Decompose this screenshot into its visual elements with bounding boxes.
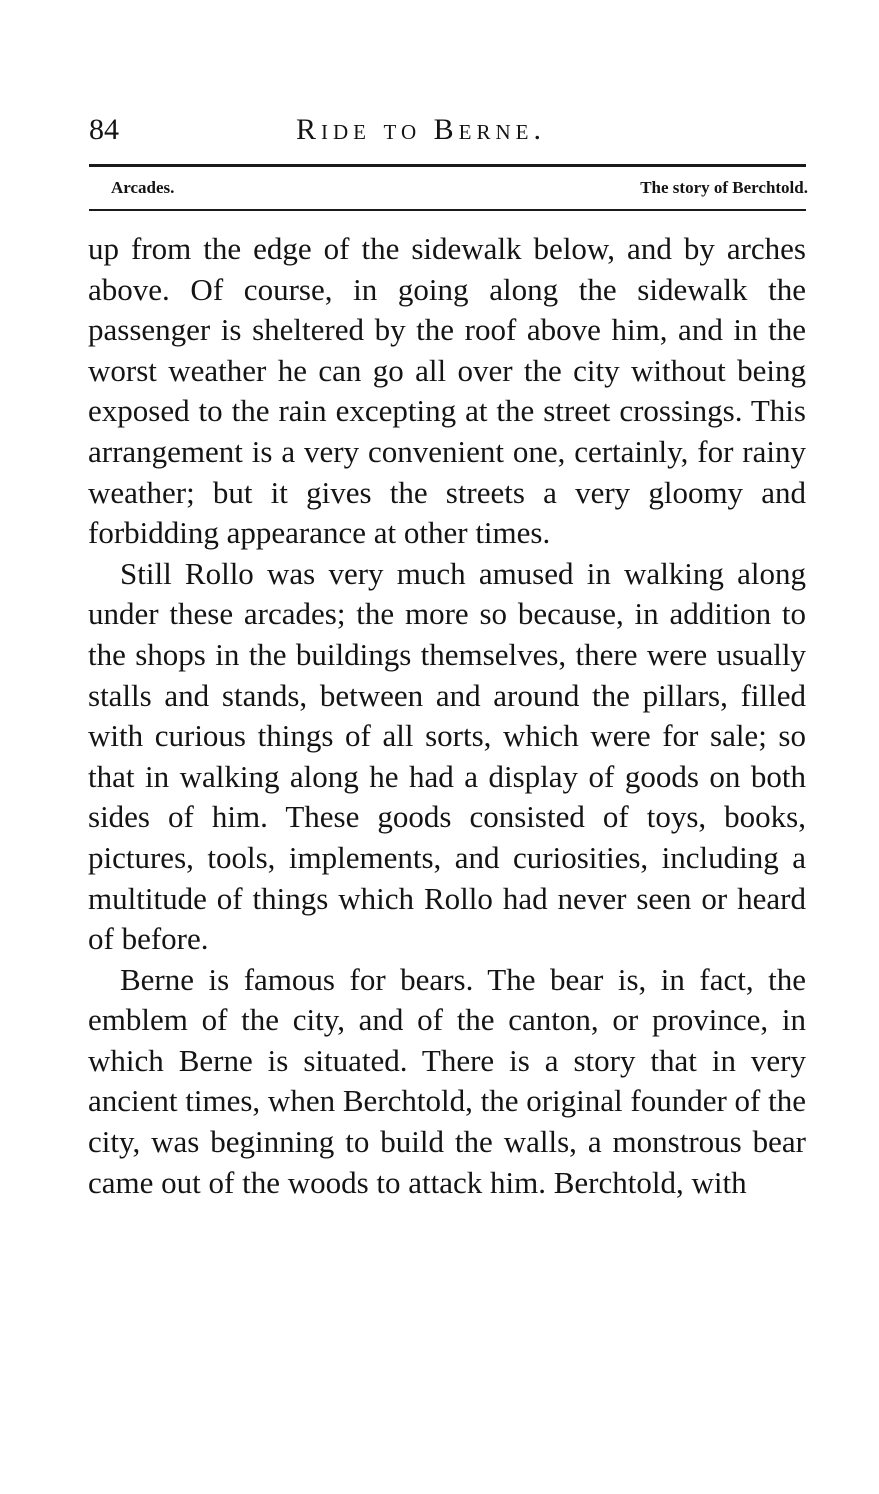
page-number: 84 [89,113,119,146]
sidenote-right: The story of Berchtold. [640,178,808,197]
paragraph: Berne is famous for bears. The bear is, in fact, the emblem of the city, and of the canton, or province, in which Berne is situated. There is a story that in very ancient times, when Berchtold, the original founder of the city, was beginning to build the walls, a monstrous bear came out of the woods to attack him. Berchtold, with [88,961,806,1200]
body-text [88,229,806,1203]
paragraph: up from the edge of the sidewalk below, and by arches above. Of course, in going along the sidewalk the passenger is sheltered by the roof above him, and in the worst weather he can go all over the city without being exposed to the rain excepting at the street crossings. This arrangement is a very convenient one, certainly, for rainy weather; but it gives the streets a very gloomy and forbidding appearance at other times. [88,231,806,551]
running-title: Ride to Berne. [296,113,546,146]
sidenote-left: Arcades. [111,178,175,197]
header-rule-bottom [89,209,806,211]
paragraph: Still Rollo was very much amused in walking along under these arcades; the more so because, in addition to the shops in the buildings themselves, there were usually stalls and stands, between and around the pillars, filled with curious things of all sorts, which were for sale; so that in walking along he had a display of goods on both sides of him. These goods consisted of toys, books, pictures, tools, implements, and curiosities, including a multitude of things which Rollo had never seen or heard of before. [88,555,806,957]
header-rule-top [89,164,806,167]
